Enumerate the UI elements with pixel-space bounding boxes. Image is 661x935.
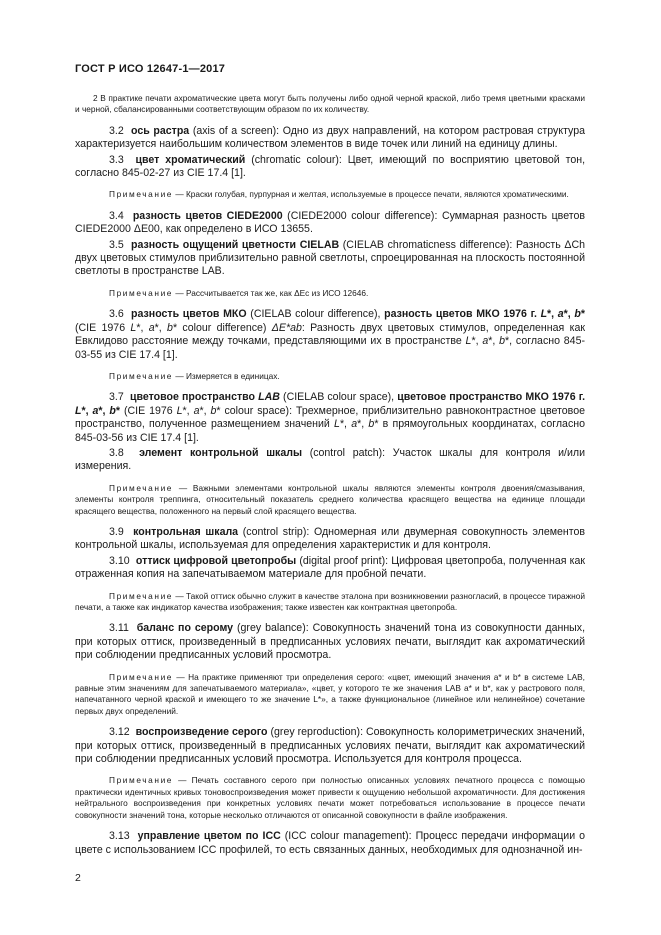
- term-name: разность цветов МКО: [131, 308, 247, 321]
- term-3-3: 3.3 цвет хроматический (chromatic colour): Цвет, имеющий по восприятию цветовой тон, согласно 845-02-27 из CIE 17.4 [1].: [75, 153, 586, 180]
- term-name: баланс по серому: [136, 622, 234, 635]
- term-3-4: 3.4 разность цветов CIEDE2000 (CIEDE2000 colour difference): Суммарная разность цветов CIEDE2000 ΔE00, как определено в ИСО 13655.: [75, 209, 585, 236]
- document-header: ГОСТ Р ИСО 12647-1—2017: [75, 63, 226, 75]
- footnote: 2 В практике печати ахроматические цвета могут быть получены либо одной черной краской, либо тремя цветными красками и черной, сбалансированными соответствующим образом по их количеству.: [75, 93, 585, 115]
- term-name: цвет хроматический: [135, 153, 246, 166]
- note-3-10: Примечание — Такой оттиск обычно служит в качестве эталона при возникновении разногласий, в процессе тиражной печати, а также как индикатор качества изображения; также известен как контрактная цветопроба.: [75, 590, 585, 612]
- note-3-3: Примечание — Краски голубая, пурпурная и желтая, используемые в процессе печати, являются хроматическими.: [109, 189, 569, 200]
- term-name: оттиск цифровой цветопробы: [135, 554, 297, 567]
- term-name: цветовое пространство LAB: [130, 391, 280, 404]
- term-name: контрольная шкала: [133, 525, 239, 538]
- term-3-13: 3.13 управление цветом по ICC (ICC colour management): Процесс передачи информации о цвете с использованием ICC профилей, то есть связанных данных, необходимых для однозначной ин-: [75, 830, 585, 856]
- term-3-12: 3.12 воспроизведение серого (grey reproduction): Совокупность колориметрических значений, при которых оттиск, произведенный в предписанных условиях печати, выглядит как ахроматический при соблюдении предписанных условий просмотра. Используется для контроля процесса.: [75, 726, 586, 766]
- term-3-6: 3.6 разность цветов МКО (CIELAB colour difference), разность цветов МКО 1976 г. L*, a*, b* (CIE 1976 L*, a*, b* colour difference) ΔE*ab: Разность двух цветовых стимулов, определенная как Евклидово расстояние между точками, представляющими их в пространстве L*, a*, b*, согласно 845-03-55 из CIE 17.4 [1].: [75, 308, 585, 361]
- term-name-alt: разность цветов МКО 1976 г. L*, a*, b*: [384, 308, 585, 321]
- term-3-8: 3.8 элемент контрольной шкалы (control patch): Участок шкалы для контроля и/или измерения.: [75, 446, 586, 473]
- term-3-11: 3.11 баланс по серому (grey balance): Совокупность значений тона из совокупности данных, при которых оттиск, произведенный в предписанных условиях печати, выглядит как ахроматический при соблюдении предписанных условий просмотра.: [75, 622, 586, 662]
- note-3-8: Примечание — Важными элементами контрольной шкалы являются элементы контроля двоения/смазывания, элементы контроля треппинга, относительный показатель среднего количества красящего вещества на единице площади красящего вещества, положенного на первый слой красящего вещества.: [75, 482, 585, 516]
- page-number: 2: [75, 872, 81, 884]
- term-3-9: 3.9 контрольная шкала (control strip): Одномерная или двумерная совокупность элементов контрольной шкалы, используемая для определения характеристик и для контроля.: [75, 525, 585, 552]
- term-3-2: 3.2 ось растра (axis of a screen): Одно из двух направлений, на котором растровая структура характеризуется наибольшим количеством элементов в виде точек или линий на единицу длины.: [75, 124, 586, 151]
- document-body: [75, 93, 585, 859]
- term-name: элемент контрольной шкалы: [139, 446, 303, 459]
- term-name: разность цветов CIEDE2000: [132, 209, 283, 222]
- note-3-6: Примечание — Измеряется в единицах.: [109, 370, 280, 381]
- note-3-12: Примечание — Печать составного серого при полностью описанных условиях печатного процесса с помощью практически идентичных кривых тоновоспроизведения может привести к ощущению небольшой ахроматичности. Для достижения нейтрального воспроизведения при конкретных условиях печати может потребоваться использование в процессе печати совокупности значений тона, которые несколько отличаются от описанной совокупности в файле изображения.: [75, 775, 585, 820]
- term-3-10: 3.10 оттиск цифровой цветопробы (digital proof print): Цифровая цветопроба, полученная как отраженная копия на запечатываемом материале для пробной печати.: [75, 554, 585, 581]
- note-3-11: Примечание — На практике применяют три определения серого: «цвет, имеющий значения a* и b* в системе LAB, равные этим значениям для запечатываемого материала», «цвет, у которого те же значения LAB a* и b*, как у растрового поля, напечатанного черной краской и имеющего то же значение L*», а также функциональное (линейное или нелинейное) сочетание первых двух определений.: [75, 671, 585, 716]
- term-name: управление цветом по ICC: [137, 830, 281, 843]
- term-name: разность ощущений цветности CIELAB: [131, 238, 340, 251]
- term-3-5: 3.5 разность ощущений цветности CIELAB (CIELAB chromaticness difference): Разность ΔCh двух цветовых стимулов приблизительно равной светлоты, спроецированная на плоскость постоянной светлоты в пространстве LAB.: [75, 238, 586, 278]
- term-name: воспроизведение серого: [135, 726, 268, 739]
- term-3-7: 3.7 цветовое пространство LAB (CIELAB colour space), цветовое пространство МКО 1976 г. L*, a*, b* (CIE 1976 L*, a*, b* colour space): Трехмерное, приблизительно равноконтрастное цветовое пространство, полученное размещением значений L*, a*, b* в прямоугольных координатах, согласно 845-03-56 из CIE 17.4 [1].: [75, 391, 586, 444]
- term-name: ось растра: [131, 124, 190, 137]
- term-name-alt: цветовое пространство МКО 1976 г. L*, a*, b*: [75, 391, 586, 417]
- note-3-5: Примечание — Рассчитывается так же, как ΔEc из ИСО 12646.: [109, 287, 369, 298]
